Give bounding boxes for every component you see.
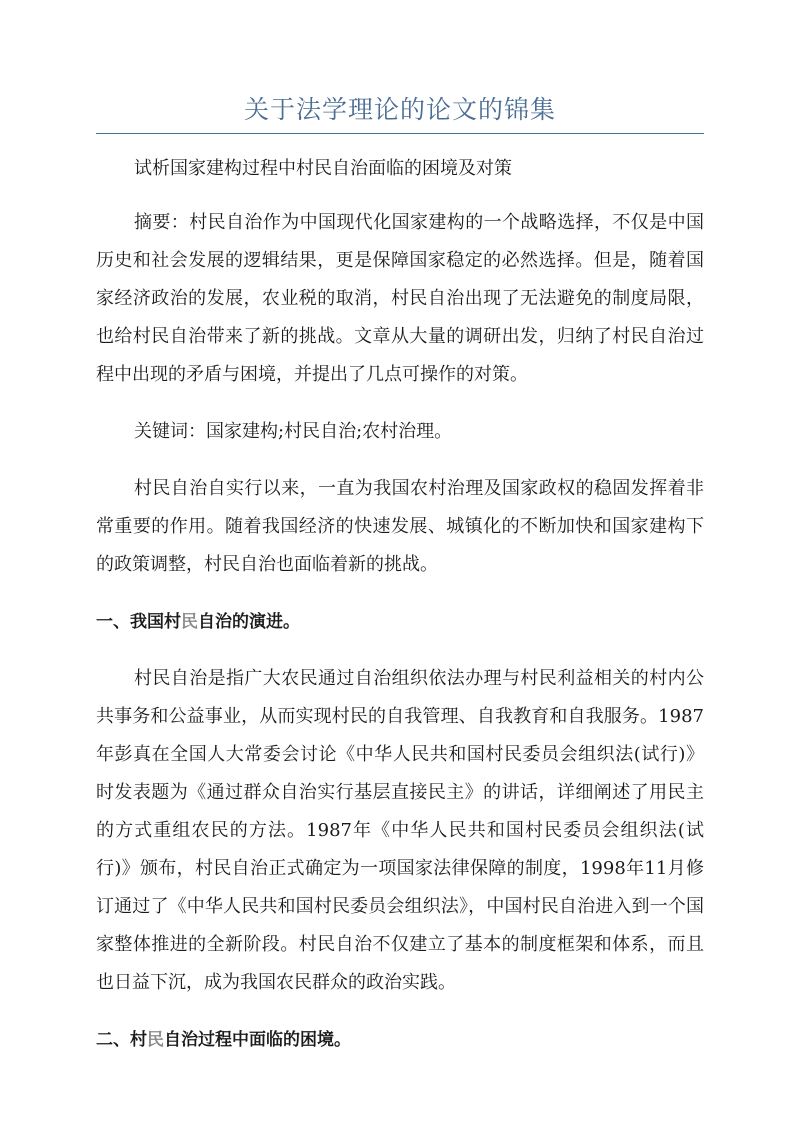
section-heading-2: [96, 1021, 704, 1059]
heading-highlight: 民: [147, 1030, 164, 1050]
title-underline: [96, 133, 704, 134]
paper-subtitle: 试析国家建构过程中村民自治面临的困境及对策: [134, 158, 512, 179]
document-title: 关于法学理论的论文的锦集: [243, 95, 556, 124]
intro-paragraph: 村民自治自实行以来，一直为我国农村治理及国家政权的稳固发挥着非常重要的作用。随着我国经济的快速发展、城镇化的不断加快和国家建构下的政策调整，村民自治也面临着新的挑战。: [96, 478, 704, 575]
spacer: [96, 584, 704, 603]
spacer: [96, 394, 704, 413]
spacer: [96, 1002, 704, 1021]
heading-text: 自治的演进。: [198, 612, 300, 632]
section-heading-1: [96, 603, 704, 641]
heading-text: 自治过程中面临的困境。: [164, 1030, 351, 1050]
abstract-paragraph: 摘要：村民自治作为中国现代化国家建构的一个战略选择，不仅是中国历史和社会发展的逻辑结果，更是保障国家稳定的必然选择。但是，随着国家经济政治的发展，农业税的取消，村民自治出现了无法避免的制度局限，也给村民自治带来了新的挑战。文章从大量的调研出发，归纳了村民自治过程中出现的矛盾与困境，并提出了几点可操作的对策。: [96, 212, 704, 385]
document-body: [96, 150, 704, 1059]
heading-text: 二、村: [96, 1030, 147, 1050]
spacer: [96, 451, 704, 470]
heading-highlight: 民: [181, 612, 198, 632]
keywords-paragraph: 关键词：国家建构;村民自治;农村治理。: [134, 421, 453, 442]
section-1-paragraph: 村民自治是指广大农民通过自治组织依法办理与村民利益相关的村内公共事务和公益事业，从而实现村民的自我管理、自我教育和自我服务。1987年彭真在全国人大常委会讨论《中华人民共和国村民委员会组织法(试行)》时发表题为《通过群众自治实行基层直接民主》的讲话，详细阐述了用民主的方式重组农民的方法。1987年《中华人民共和国村民委员会组织法(试行)》颁布，村民自治正式确定为一项国家法律保障的制度，1998年11月修订通过了《中华人民共和国村民委员会组织法》，中国村民自治进入到一个国家整体推进的全新阶段。村民自治不仅建立了基本的制度框架和体系，而且也日益下沉，成为我国农民群众的政治实践。: [96, 668, 704, 993]
heading-text: 一、我国村: [96, 612, 181, 632]
spacer: [96, 641, 704, 660]
spacer: [96, 188, 704, 204]
